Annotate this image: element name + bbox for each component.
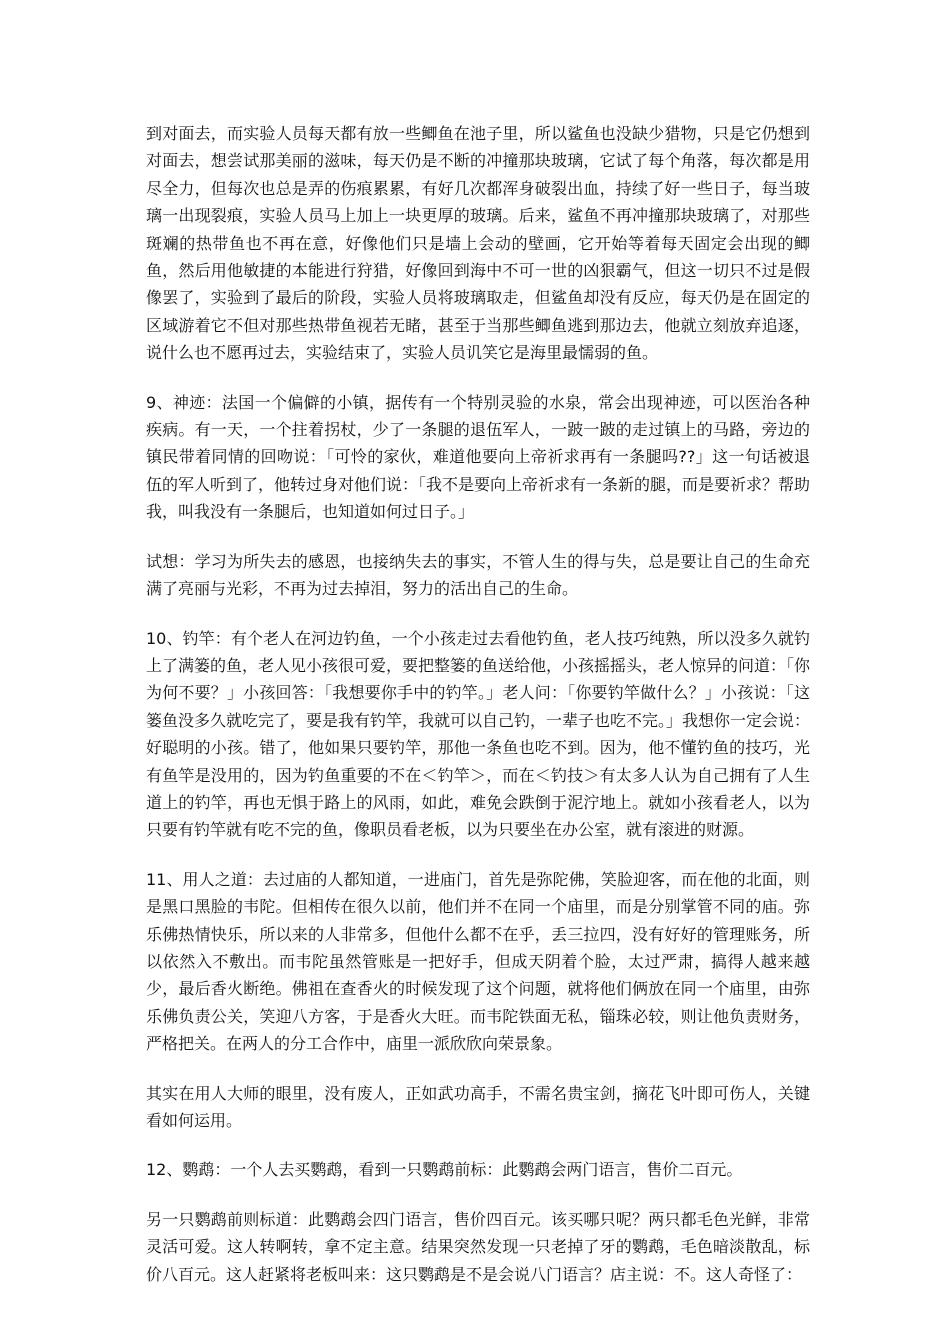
paragraph-parrot-continued: 另一只鹦鹉前则标道：此鹦鹉会四门语言，售价四百元。该买哪只呢？两只都毛色光鲜，非常灵活可爱。这人转啊转，拿不定主意。结果突然发现一只老掉了牙的鹦鹉，毛色暗淡散乱，标价八百元。这人赶紧将老板叫来：这只鹦鹉是不是会说八门语言？店主说：不。这人奇怪了： bbox=[146, 1209, 810, 1284]
paragraph-management: 11、用人之道：去过庙的人都知道，一进庙门，首先是弥陀佛，笑脸迎客，而在他的北面，则是黑口黑脸的韦陀。但相传在很久以前，他们并不在同一个庙里，而是分别掌管不同的庙。弥乐佛热情快乐，所以来的人非常多，但他什么都不在乎，丢三拉四，没有好好的管理账务，所以依然入不敷出。而韦陀虽然管账是一把好手，但成天阴着个脸，太过严肃，搞得人越来越少，最后香火断绝。佛祖在查香火的时候发现了这个问题，就将他们俩放在同一个庙里，由弥乐佛负责公关，笑迎八方客，于是香火大旺。而韦陀铁面无私，锱珠必较，则让他负责财务，严格把关。在两人的分工合作中，庙里一派欣欣向荣景象。 bbox=[146, 869, 810, 1054]
paragraph-miracle: 9、神迹：法国一个偏僻的小镇，据传有一个特别灵验的水泉，常会出现神迹，可以医治各种疾病。有一天，一个拄着拐杖，少了一条腿的退伍军人，一跛一跛的走过镇上的马路，旁边的镇民带着同情的回吻说：「可怜的家伙，难道他要向上帝祈求再有一条腿吗??」这一句话被退伍的军人听到了，他转过身对他们说：「我不是要向上帝祈求有一条新的腿，而是要祈求？帮助我，叫我没有一条腿后，也知道如何过日子。」 bbox=[146, 392, 811, 522]
paragraph-reflection: 试想：学习为所失去的感恩，也接纳失去的事实，不管人生的得与失，总是要让自己的生命充满了亮丽与光彩，不再为过去掉泪，努力的活出自己的生命。 bbox=[146, 551, 810, 599]
paragraph-shark-experiment: 到对面去，而实验人员每天都有放一些鲫鱼在池子里，所以鲨鱼也没缺少猎物，只是它仍想到对面去，想尝试那美丽的滋味，每天仍是不断的冲撞那块玻璃，它试了每个角落，每次都是用尽全力，但每次也总是弄的伤痕累累，有好几次都浑身破裂出血，持续了好一些日子，每当玻璃一出现裂痕，实验人员马上加上一块更厚的玻璃。后来，鲨鱼不再冲撞那块玻璃了，对那些斑斓的热带鱼也不再在意，好像他们只是墙上会动的壁画，它开始等着每天固定会出现的鲫鱼，然后用他敏捷的本能进行狩猎，好像回到海中不可一世的凶狠霸气，但这一切只不过是假像罢了，实验到了最后的阶段，实验人员将玻璃取走，但鲨鱼却没有反应，每天仍是在固定的区域游着它不但对那些热带鱼视若无睹，甚至于当那些鲫鱼逃到那边去，他就立刻放弃追逐，说什么也不愿再过去，实验结束了，实验人员讥笑它是海里最懦弱的鱼。 bbox=[146, 124, 810, 363]
paragraph-management-note: 其实在用人大师的眼里，没有废人，正如武功高手，不需名贵宝剑，摘花飞叶即可伤人，关键看如何运用。 bbox=[146, 1083, 810, 1130]
paragraph-parrot: 12、鹦鹉：一个人去买鹦鹉，看到一只鹦鹉前标：此鹦鹉会两门语言，售价二百元。 bbox=[146, 1160, 743, 1180]
document-body bbox=[146, 120, 810, 1310]
paragraph-fishing-rod: 10、钓竿：有个老人在河边钓鱼，一个小孩走过去看他钓鱼，老人技巧纯熟，所以没多久就钓上了满篓的鱼，老人见小孩很可爱，要把整篓的鱼送给他，小孩摇摇头，老人惊异的问道：「你为何不要？」小孩回答：「我想要你手中的钓竿。」老人问：「你要钓竿做什么？」小孩说：「这篓鱼没多久就吃完了，要是我有钓竿，我就可以自己钓，一辈子也吃不完。」我想你一定会说：好聪明的小孩。错了，他如果只要钓竿，那他一条鱼也吃不到。因为，他不懂钓鱼的技巧，光有鱼竿是没用的，因为钓鱼重要的不在＜钓竿＞，而在＜钓技＞有太多人认为自己拥有了人生道上的钓竿，再也无惧于路上的风雨，如此，难免会跌倒于泥泞地上。就如小孩看老人，以为只要有钓竿就有吃不完的鱼，像职员看老板，以为只要坐在办公室，就有滚进的财源。 bbox=[146, 628, 811, 840]
